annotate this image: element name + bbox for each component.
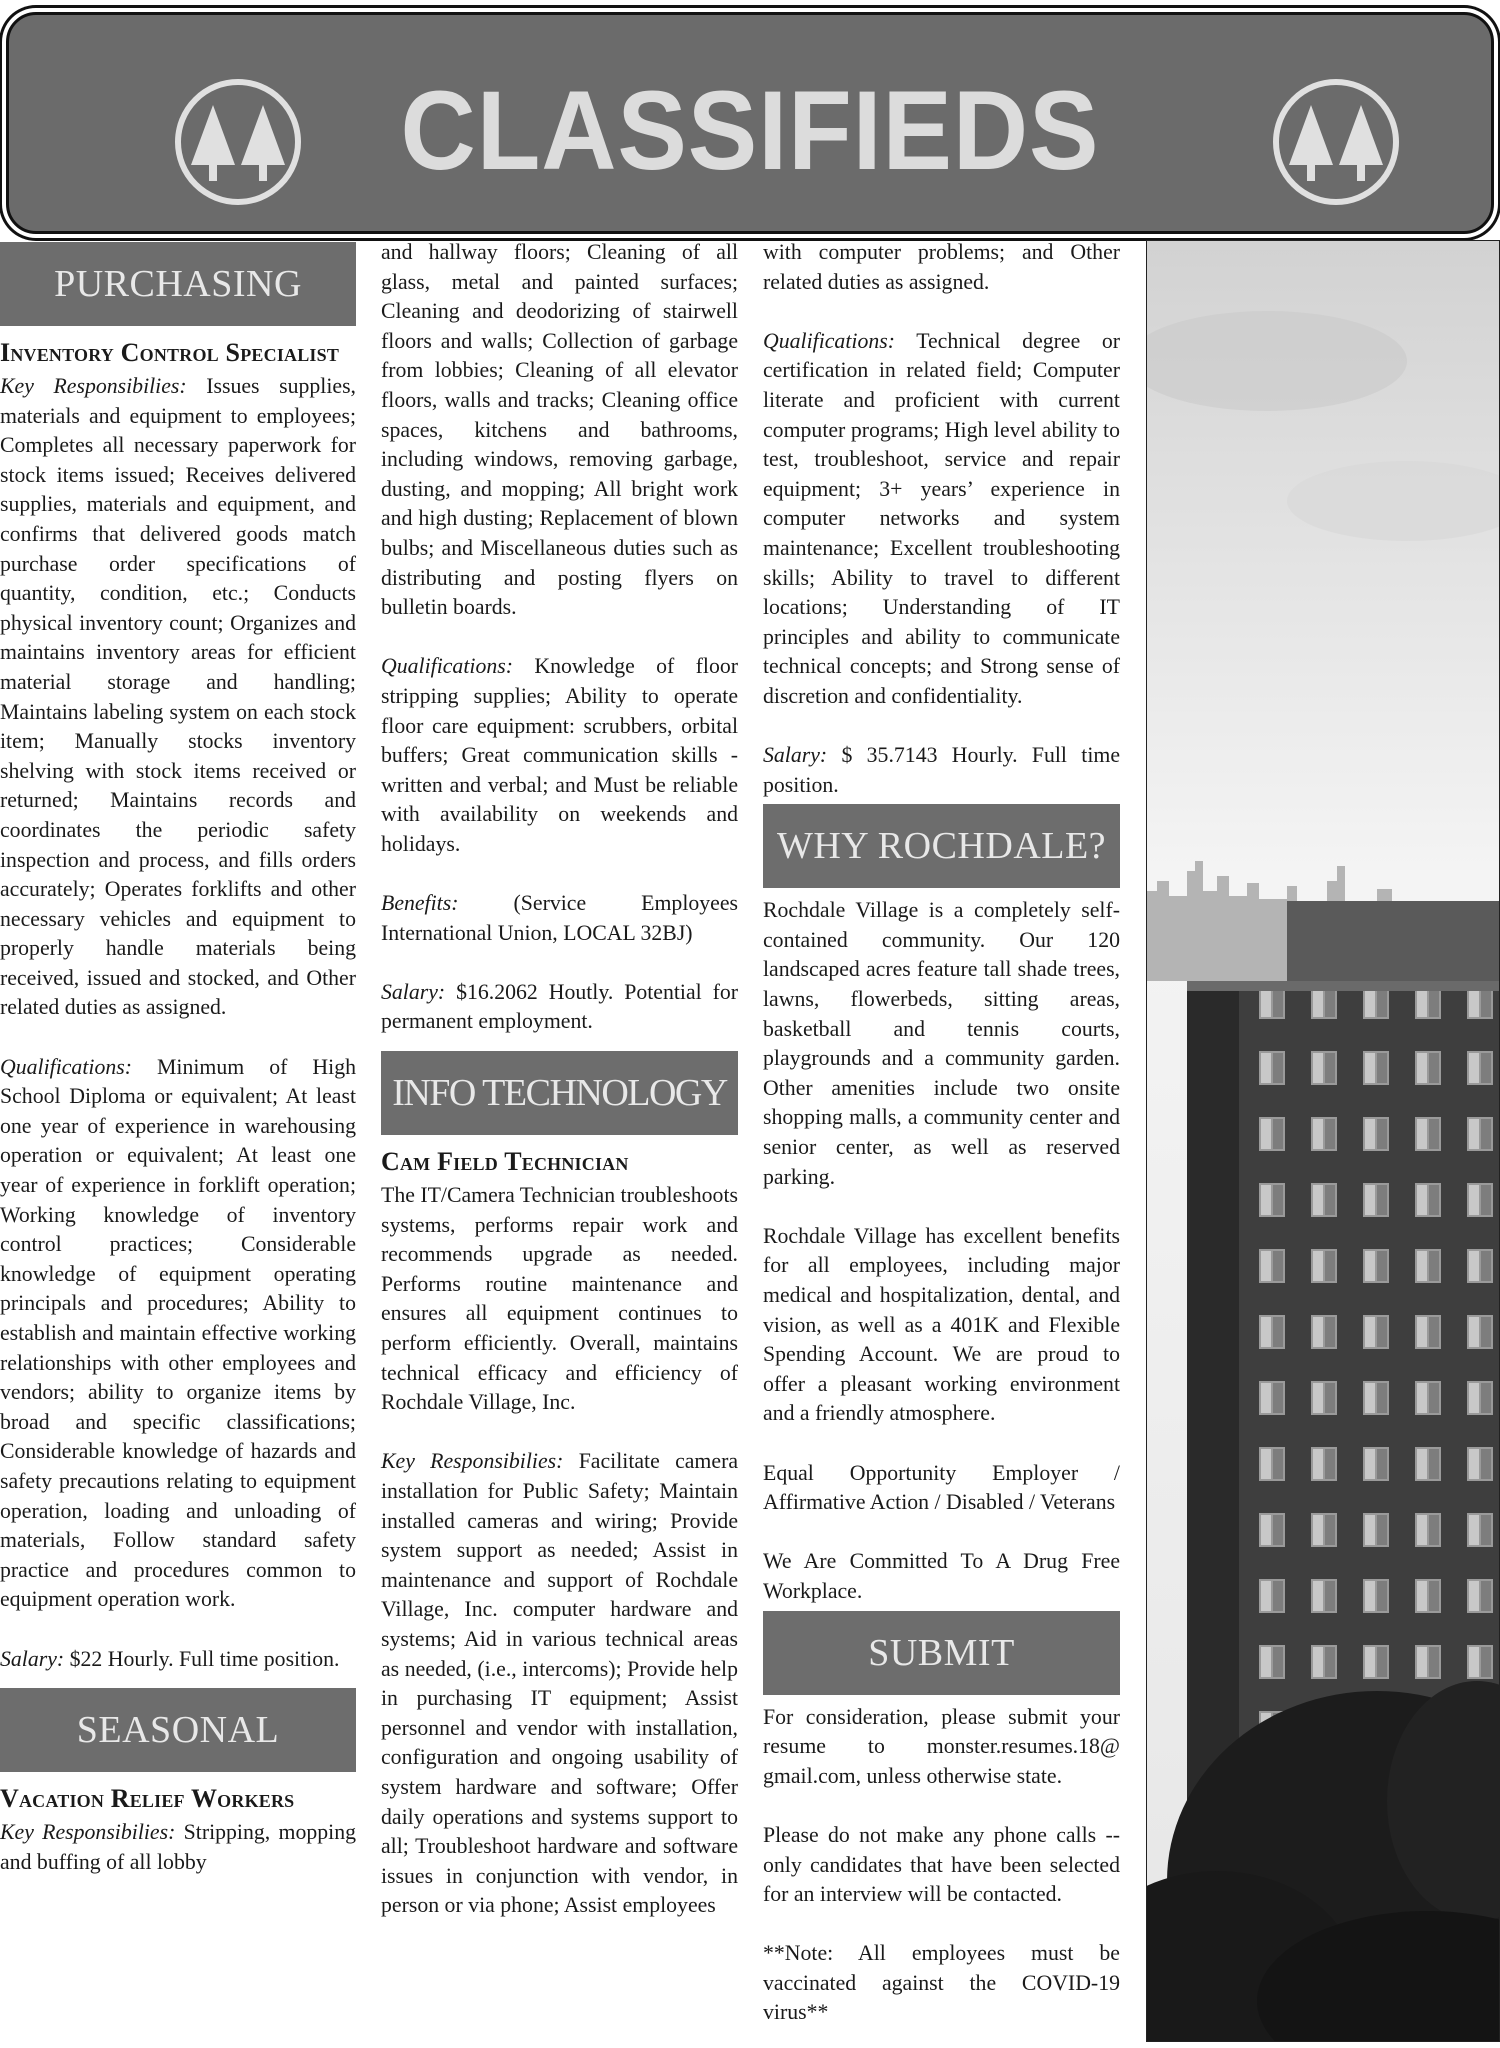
- building-photo: [1146, 240, 1500, 2042]
- salary-text: $ 35.7143 Hourly. Full time position.: [763, 743, 1120, 797]
- qualifications-label: Qualifications:: [381, 654, 513, 679]
- column-3: [763, 238, 1120, 2028]
- responsibilities-label: Key Responsibilies:: [0, 1820, 176, 1845]
- job-title-vacation-relief-workers: Vacation Relief Workers: [0, 1784, 295, 1814]
- inventory-salary: [0, 1645, 356, 1675]
- salary-label: Salary:: [0, 1646, 65, 1671]
- cam-responsibilities-start: [381, 1447, 738, 1921]
- responsibilities-text-start: Stripping, mopping and buffing of all lobby: [0, 1820, 357, 1874]
- why-paragraph-1: Rochdale Village is a completely self-contained community. Our 120 landscaped acres feature tall shade trees, lawns, flowerbeds, sitting areas, basketball and tennis courts, playgrounds and a community garden. Other amenities include two onsite shopping malls, a community center and senior center, as well as reserved parking.: [763, 898, 1120, 1189]
- qualifications-text: Technical degree or certification in related field; Computer literate and proficient with current computer programs; High level ability to test, troubleshoot, service and repair equipment; 3+ years’ experience in computer networks and system maintenance; Excellent troubleshooting skills; Ability to travel to different locations; Understanding of IT principles and ability to communicate technical concepts; and Strong sense of discretion and confidentiality.: [763, 328, 1120, 708]
- vacation-salary: [381, 978, 738, 1037]
- cam-qualifications: [763, 327, 1120, 712]
- salary-text: $22 Hourly. Full time position.: [69, 1646, 340, 1671]
- benefits-text: (Service Employees International Union, LOCAL 32BJ): [381, 891, 739, 945]
- qualifications-label: Qualifications:: [763, 328, 895, 353]
- twin-trees-icon: [1271, 77, 1401, 207]
- section-header-submit: SUBMIT: [763, 1611, 1120, 1695]
- salary-label: Salary:: [381, 979, 446, 1004]
- classifieds-banner: [6, 12, 1494, 234]
- qualifications-text: Knowledge of floor stripping supplies; Ability to operate floor care equipment: scrubbers, orbital buffers; Great communication skills - written and verbal; and Must be reliable with availability on weekends and holidays.: [381, 654, 739, 856]
- vacation-qualifications: [381, 652, 738, 859]
- qualifications-label: Qualifications:: [0, 1054, 132, 1079]
- salary-text: $16.2062 Houtly. Potential for permanent employment.: [381, 979, 739, 1034]
- submit-paragraph-1: For consideration, please submit your resume to monster.resumes.18@ gmail.com, unless otherwise state.: [763, 1704, 1120, 1788]
- job-title-cam-field-technician: Cam Field Technician: [381, 1147, 629, 1177]
- why-paragraph-3: Equal Opportunity Employer / Affirmative Action / Disabled / Veterans: [763, 1460, 1120, 1515]
- section-header-info-technology: INFO TECHNOLOGY: [381, 1051, 738, 1135]
- cam-responsibilities-continued: with computer problems; and Other related duties as assigned.: [763, 240, 1120, 294]
- why-paragraph-2: Rochdale Village has excellent benefits for all employees, including major medical and hospitalization, dental, and vision, as well as a 401K and Flexible Spending Account. We are proud to offer a pleasant working environment and a friendly atmosphere.: [763, 1223, 1120, 1426]
- vacation-benefits: [381, 889, 738, 948]
- apartment-tower-image: [1147, 241, 1500, 2042]
- job-title-inventory-control-specialist: Inventory Control Specialist: [0, 338, 340, 367]
- inventory-responsibilities: [0, 372, 356, 1023]
- cam-salary: [763, 741, 1120, 800]
- responsibilities-label: Key Responsibilies:: [381, 1449, 564, 1474]
- section-header-seasonal: SEASONAL: [0, 1688, 356, 1772]
- responsibilities-text-start: Facilitate camera installation for Public Safety; Maintain installed cameras and wiring; Provide system support as needed; Assist in maintenance and support of Rochdale Village, Inc. computer hardware and systems; Aid in various technical areas as needed, (i.e., intercoms); Provide help in purchasing IT equipment; Assist personnel and vendor with installation, configuration and ongoing usability of system hardware and software; Offer daily operations and systems support to all; Troubleshoot hardware and software issues in conjunction with vendor, in person or via phone; Assist employees: [381, 1449, 738, 1918]
- section-header-purchasing: PURCHASING: [0, 242, 356, 326]
- salary-label: Salary:: [763, 743, 828, 768]
- responsibilities-label: Key Responsibilies:: [0, 374, 187, 398]
- section-header-why-rochdale: WHY ROCHDALE?: [763, 804, 1120, 888]
- submit-paragraph-3: **Note: All employees must be vaccinated against the COVID-19 virus**: [763, 1941, 1120, 2025]
- inventory-qualifications: [0, 1053, 356, 1615]
- submit-paragraph-2: Please do not make any phone calls -- only candidates that have been selected for an interview will be contacted.: [763, 1822, 1120, 1907]
- cam-intro: The IT/Camera Technician troubleshoots systems, performs repair work and recommends upgrade as needed. Performs routine maintenance and ensures all equipment continues to perform efficiently. Overall, maintains technical efficacy and efficiency of Rochdale Village, Inc.: [381, 1183, 738, 1415]
- vacation-responsibilities-continued: and hallway floors; Cleaning of all glass, metal and painted surfaces; Cleaning and deodorizing of stairwell floors and walls; Collection of garbage from lobbies; Cleaning of all elevator floors, walls and tracks; Cleaning office spaces, kitchens and bathrooms, including windows, removing garbage, dusting, and mopping; All bright work and high dusting; Replacement of blown bulbs; and Miscellaneous duties such as distributing and posting flyers on bulletin boards.: [381, 240, 738, 620]
- column-1: [0, 238, 356, 1877]
- qualifications-text: Minimum of High School Diploma or equivalent; At least one year of experience in warehousing operation or equivalent; At least one year of experience in forklift operation; Working knowledge of inventory control practices; Considerable knowledge of equipment operating principals and procedures; Ability to establish and maintain effective working relationships with other employees and vendors; ability to organize items by broad and specific classifications; Considerable knowledge of hazards and safety precautions relating to equipment operation, loading and unloading of materials, Follow standard safety practice and procedures common to equipment operation work.: [0, 1054, 356, 1612]
- vacation-responsibilities-start: [0, 1818, 356, 1877]
- why-paragraph-4: We Are Committed To A Drug Free Workplace.: [763, 1549, 1120, 1603]
- column-2: [381, 238, 738, 1921]
- banner-title: CLASSIFIEDS: [400, 68, 1100, 193]
- benefits-label: Benefits:: [381, 891, 459, 916]
- responsibilities-text: Issues supplies, materials and equipment to employees; Completes all necessary paperwork for stock items issued; Receives delivered supplies, materials and equipment, and confirms that delivered goods match purchase order specifications of quantity, condition, etc.; Conducts physical inventory count; Organizes and maintains inventory areas for efficient material storage and handling; Maintains labeling system on each stock item; Manually stocks inventory shelving with stock items received or returned; Maintains records and coordinates the periodic safety inspection and process, and fills orders accurately; Operates forklifts and other necessary vehicles and equipment to properly handle materials being received, issued and stocked, and Other related duties as assigned.: [0, 374, 357, 1020]
